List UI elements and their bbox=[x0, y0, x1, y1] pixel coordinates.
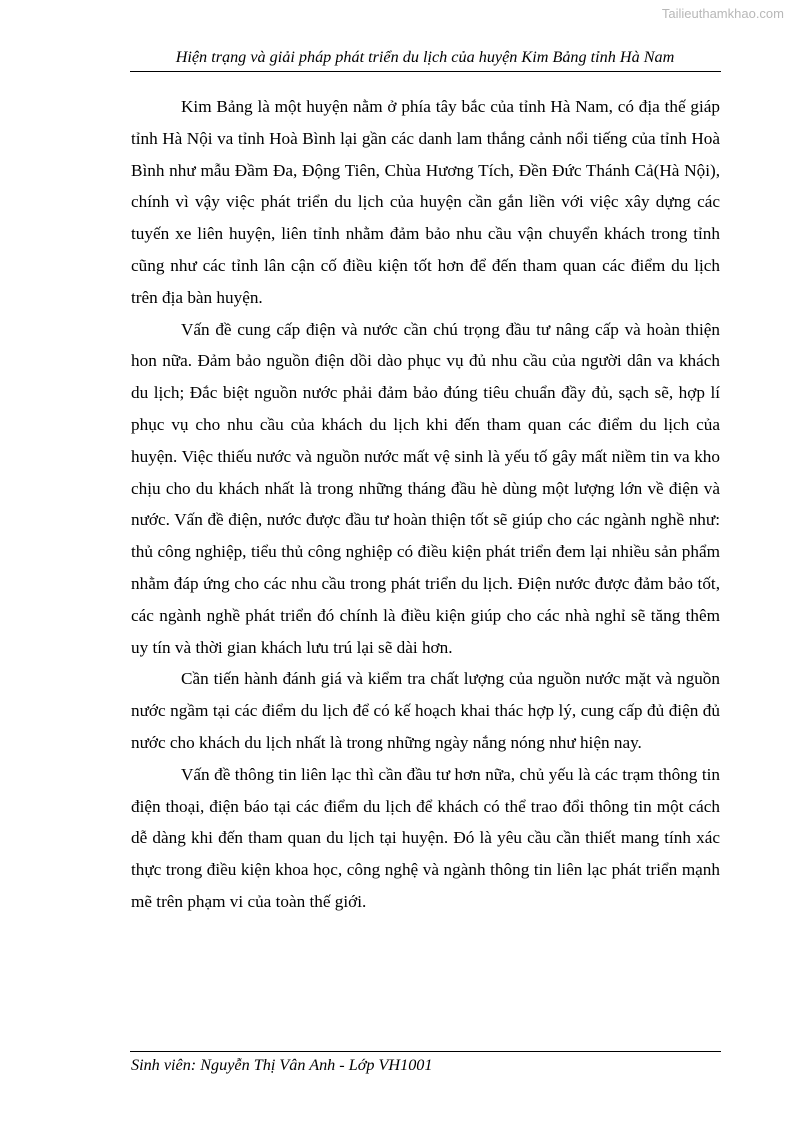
paragraph-water-quality: Cần tiến hành đánh giá và kiểm tra chất lượng của nguồn nước mặt và nguồn nước ngầm tại các điểm du lịch để có kế hoạch khai thác hợp lý, cung cấp đủ điện đủ nước cho khách du lịch nhất là trong những ngày nắng nóng như hiện nay. bbox=[131, 669, 720, 752]
watermark-text: Tailieuthamkhao.com bbox=[661, 6, 784, 21]
footer-student-info: Sinh viên: Nguyễn Thị Vân Anh - Lớp VH1001 bbox=[131, 1056, 433, 1074]
header-divider bbox=[130, 71, 721, 72]
paragraph-communications: Vấn đề thông tin liên lạc thì cần đầu tư hơn nữa, chủ yếu là các trạm thông tin điện thoại, điện báo tại các điểm du lịch để khách có thể trao đổi thông tin một cách dễ dàng khi đến tham quan du lịch tại huyện. Đó là yêu cầu cần thiết mang tính xác thực trong điều kiện khoa học, công nghệ và ngành thông tin liên lạc phát triển mạnh mẽ trên phạm vi của toàn thế giới. bbox=[131, 764, 720, 911]
document-body bbox=[131, 91, 720, 918]
paragraph-electricity-water: Vấn đề cung cấp điện và nước cần chú trọng đầu tư nâng cấp và hoàn thiện hon nữa. Đảm bảo nguồn điện dồi dào phục vụ đủ nhu cầu của người dân va khách du lịch; Đắc biệt nguồn nước phải đảm bảo đúng tiêu chuẩn đầy đủ, sạch sẽ, hợp lí phục vụ cho nhu cầu của khách du lịch khi đến tham quan các điểm du lịch của huyện. Việc thiếu nước và nguồn nước mất vệ sinh là yếu tố gây mất niềm tin va kho chịu cho du khách nhất là trong những tháng đầu hè dùng một lượng lớn về điện và nước. Vấn đề điện, nước được đầu tư hoàn thiện tốt sẽ giúp cho các ngành nghề như: thủ công nghiệp, tiểu thủ công nghiệp có điều kiện phát triển đem lại nhiều sản phẩm nhằm đáp ứng cho các nhu cầu trong phát triển du lịch. Điện nước được đảm bảo tốt, các ngành nghề phát triển đó chính là điều kiện giúp cho các nhà nghỉ sẽ tăng thêm uy tín và thời gian khách lưu trú lại sẽ dài hơn. bbox=[131, 319, 720, 657]
footer-divider bbox=[130, 1051, 721, 1052]
paragraph-transport: Kim Bảng là một huyện nằm ở phía tây bắc của tỉnh Hà Nam, có địa thế giáp tỉnh Hà Nội va tỉnh Hoà Bình lại gần các danh lam thắng cảnh nổi tiếng của tỉnh Hoà Bình như mẫu Đầm Đa, Động Tiên, Chùa Hương Tích, Đền Đức Thánh Cả(Hà Nội), chính vì vậy việc phát triển du lịch của huyện cần gắn liền với việc xây dựng các tuyến xe liên huyện, liên tỉnh nhằm đảm bảo nhu cầu vận chuyển khách trong tỉnh cũng như các tỉnh lân cận cố điều kiện tốt hơn để đến tham quan các điểm du lịch trên địa bàn huyện. bbox=[131, 97, 720, 307]
running-header-title: Hiện trạng và giải pháp phát triển du lịch của huyện Kim Bảng tỉnh Hà Nam bbox=[175, 48, 675, 66]
